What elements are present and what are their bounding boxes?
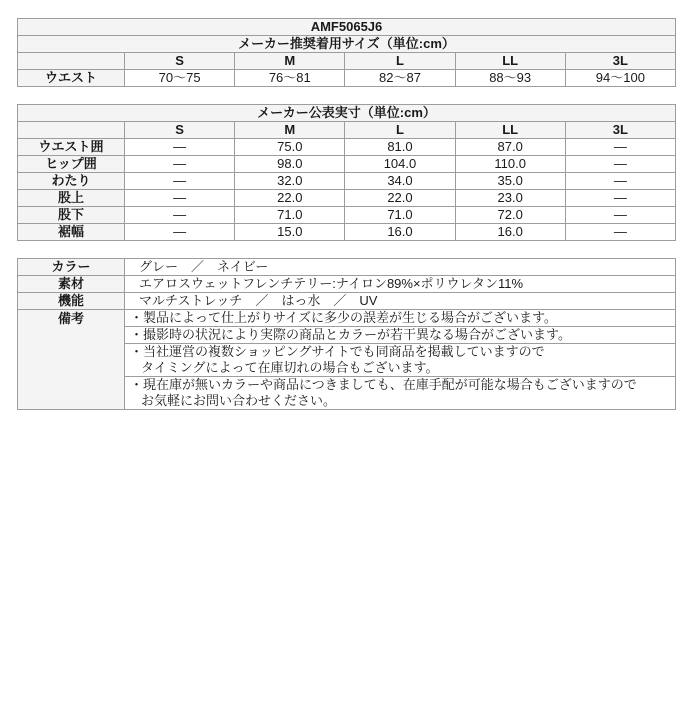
table-row — [18, 293, 676, 310]
size-header-3l: 3L — [565, 122, 675, 139]
note-line: ・現在庫が無いカラーや商品につきましても、在庫手配が可能な場合もございますので — [130, 377, 637, 392]
detail-value-material: エアロスウェットフレンチテリー:ナイロン89%×ポリウレタン11% — [125, 276, 676, 293]
actual-size-table — [17, 104, 676, 241]
size-cell: 72.0 — [455, 207, 565, 224]
row-label-waist: ウエスト — [18, 70, 125, 87]
size-cell: — — [125, 139, 235, 156]
remark-note — [125, 327, 676, 344]
size-cell: 15.0 — [235, 224, 345, 241]
size-cell: — — [125, 173, 235, 190]
recommended-size-table — [17, 18, 676, 87]
size-cell: 94～100 — [565, 70, 675, 87]
size-cell: 16.0 — [455, 224, 565, 241]
note-line: お気軽にお問い合わせください。 — [141, 393, 337, 408]
size-cell: 32.0 — [235, 173, 345, 190]
table-row — [18, 53, 676, 70]
size-cell: 98.0 — [235, 156, 345, 173]
size-header-3l: 3L — [565, 53, 675, 70]
size-header-l: L — [345, 53, 455, 70]
table-row — [18, 207, 676, 224]
table-row — [18, 190, 676, 207]
size-cell: 34.0 — [345, 173, 455, 190]
size-cell: — — [565, 156, 675, 173]
remark-note — [125, 310, 676, 327]
table-row — [18, 70, 676, 87]
size-cell: 81.0 — [345, 139, 455, 156]
row-label-inseam: 股下 — [18, 207, 125, 224]
size-header-m: M — [235, 53, 345, 70]
size-cell: — — [125, 207, 235, 224]
detail-value-function: マルチストレッチ ／ はっ水 ／ UV — [125, 293, 676, 310]
row-label-waist-girth: ウエスト囲 — [18, 139, 125, 156]
table-row — [18, 224, 676, 241]
size-cell: 76～81 — [235, 70, 345, 87]
size-header-m: M — [235, 122, 345, 139]
size-header-ll: LL — [455, 122, 565, 139]
size-cell: 16.0 — [345, 224, 455, 241]
size-cell: 22.0 — [345, 190, 455, 207]
detail-value-color: グレー ／ ネイビー — [125, 259, 676, 276]
size-spec-page — [17, 18, 676, 410]
table-row — [18, 276, 676, 293]
size-cell: 71.0 — [345, 207, 455, 224]
remark-note — [125, 377, 676, 410]
table-row — [18, 259, 676, 276]
size-cell: 82～87 — [345, 70, 455, 87]
table-row — [18, 105, 676, 122]
corner-cell — [18, 122, 125, 139]
note-line: タイミングによって在庫切れの場合もございます。 — [141, 360, 439, 375]
corner-cell — [18, 53, 125, 70]
size-cell: 22.0 — [235, 190, 345, 207]
size-cell: — — [125, 190, 235, 207]
size-cell: 71.0 — [235, 207, 345, 224]
table-row — [18, 173, 676, 190]
size-cell: 110.0 — [455, 156, 565, 173]
product-details-table — [17, 258, 676, 410]
size-header-s: S — [125, 53, 235, 70]
recommended-table-title: メーカー推奨着用サイズ（単位:cm） — [18, 36, 676, 53]
size-cell: 88～93 — [455, 70, 565, 87]
size-cell: — — [565, 173, 675, 190]
size-cell: 87.0 — [455, 139, 565, 156]
row-label-remarks: 備考 — [18, 310, 125, 410]
size-header-s: S — [125, 122, 235, 139]
row-label-color: カラー — [18, 259, 125, 276]
row-label-material: 素材 — [18, 276, 125, 293]
table-row — [18, 139, 676, 156]
product-code: AMF5065J6 — [18, 19, 676, 36]
size-cell: — — [565, 139, 675, 156]
row-label-hem-width: 裾幅 — [18, 224, 125, 241]
table-row — [18, 19, 676, 36]
remark-note — [125, 344, 676, 377]
row-label-thigh-width: わたり — [18, 173, 125, 190]
actual-table-title: メーカー公表実寸（単位:cm） — [18, 105, 676, 122]
table-row — [18, 36, 676, 53]
size-header-ll: LL — [455, 53, 565, 70]
note-line: ・製品によって仕上がりサイズに多少の誤差が生じる場合がございます。 — [130, 310, 557, 325]
size-header-l: L — [345, 122, 455, 139]
size-cell: — — [125, 156, 235, 173]
table-row — [18, 122, 676, 139]
table-row — [18, 156, 676, 173]
size-cell: 70～75 — [125, 70, 235, 87]
size-cell: 23.0 — [455, 190, 565, 207]
note-line: ・撮影時の状況により実際の商品とカラーが若干異なる場合がございます。 — [130, 327, 571, 342]
row-label-hip-girth: ヒップ囲 — [18, 156, 125, 173]
row-label-function: 機能 — [18, 293, 125, 310]
size-cell: 35.0 — [455, 173, 565, 190]
table-row — [18, 310, 676, 327]
size-cell: 75.0 — [235, 139, 345, 156]
size-cell: 104.0 — [345, 156, 455, 173]
note-line: ・当社運営の複数ショッピングサイトでも同商品を掲載していますので — [130, 344, 545, 359]
size-cell: — — [565, 224, 675, 241]
size-cell: — — [565, 190, 675, 207]
size-cell: — — [125, 224, 235, 241]
size-cell: — — [565, 207, 675, 224]
row-label-rise: 股上 — [18, 190, 125, 207]
